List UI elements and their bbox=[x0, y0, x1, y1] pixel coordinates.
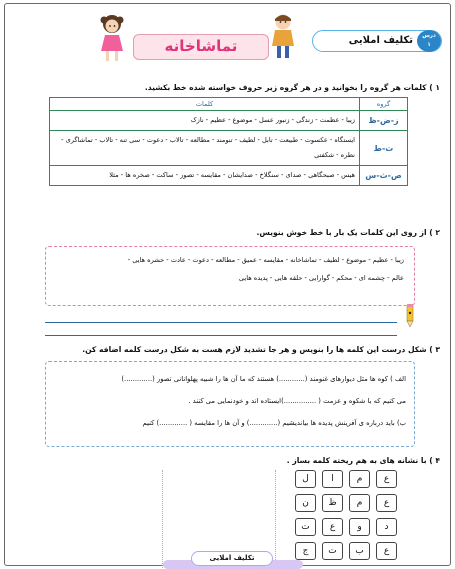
group-cell: ت-ط bbox=[360, 131, 408, 166]
worksheet-page bbox=[4, 3, 451, 566]
writing-line[interactable] bbox=[45, 335, 397, 336]
lesson-badge-number: ۱ bbox=[427, 42, 431, 48]
question-3: ۳ ) شکل درست این کلمه ها را بنویس و هر جا تشدید لازم هست به شکل درست کلمه اضافه کن. bbox=[82, 345, 440, 354]
letter-cell: ا bbox=[322, 470, 343, 488]
letter-cell: ظ bbox=[322, 494, 343, 512]
page-title: تماشاخانه bbox=[133, 34, 269, 60]
sentence-line: می کنیم که با شکوه و عزمت ( ...............)ایستاده اند و خودنمایی می کنند . bbox=[188, 397, 406, 405]
letter-cell: ت bbox=[322, 542, 343, 560]
words-table bbox=[49, 97, 408, 186]
letter-cell: د bbox=[376, 518, 397, 536]
letter-cell: ع bbox=[376, 494, 397, 512]
table-row bbox=[50, 166, 408, 186]
letter-cell: ت bbox=[295, 518, 316, 536]
group-column-header: گروه bbox=[360, 98, 408, 111]
letter-cell: ع bbox=[376, 542, 397, 560]
question-2: ۲ ) از روی این کلمات یک بار با خط خوش بنویس. bbox=[256, 228, 440, 237]
table-row bbox=[50, 131, 408, 166]
group-cell: ص-ث-س bbox=[360, 166, 408, 186]
words-column-header: کلمات bbox=[50, 98, 360, 111]
letter-cell: ع bbox=[376, 470, 397, 488]
letter-cell: ب bbox=[349, 542, 370, 560]
words-cell: هیس - صبحگاهی - صدای - سنگلاخ - صدایشان - مقایسه - تصور - ساکت - صخره ها - مثلا bbox=[50, 166, 360, 186]
sentence-line: الف ) کوه ها مثل دیوارهای غنومند (............) هستند که ما آن ها را شبیه پهلوانانی تصور (.............) bbox=[121, 375, 406, 383]
lesson-badge bbox=[417, 30, 441, 52]
letter-cell: ج bbox=[295, 542, 316, 560]
task-label bbox=[312, 30, 442, 52]
words-cell: ایستگاه - عکسوت - طبیعت - تابل - لطیف - تنومند - مطالعه - تالاب - دعوت - سی تنه - تالاب - تماشاگری - نطره - شکفتی bbox=[50, 131, 360, 166]
footer-label: تکلیف املایی bbox=[191, 551, 273, 566]
group-cell: ز-ض-ظ bbox=[360, 111, 408, 131]
question-4: ۴ ) با نشانه های به هم ریخته کلمه بساز . bbox=[286, 456, 440, 465]
footer bbox=[163, 548, 303, 569]
writing-line[interactable] bbox=[45, 322, 397, 323]
copy-words-line: زیبا - عظیم - موضوع - لطیف - تماشاخانه - مقایسه - عمیق - مطالعه - دعوت - عادت - حشره هایی - bbox=[127, 256, 404, 264]
header bbox=[5, 4, 450, 66]
pencil-icon bbox=[402, 304, 418, 328]
sentence-line: ب) باید درباره ی آفرینش پدیده ها بیاندیشیم (.............) و آن ها را مقایسه ( .............) کنیم bbox=[142, 419, 406, 427]
letter-cell: م bbox=[349, 494, 370, 512]
task-label-text: تکلیف املایی bbox=[348, 35, 413, 46]
table-header-row bbox=[50, 98, 408, 111]
question-1: ۱ ) کلمات هر گروه را بخوانید و در هر گروه زیر حروف خواسته شده خط بکشید. bbox=[144, 83, 440, 92]
letter-cell: ع bbox=[322, 518, 343, 536]
letter-cell: ن bbox=[295, 494, 316, 512]
table-row bbox=[50, 111, 408, 131]
sentences-box bbox=[45, 361, 415, 447]
copy-words-box bbox=[45, 246, 415, 306]
lesson-badge-label: درس bbox=[422, 33, 436, 39]
words-cell: زیبا - عظمت - زندگی - زنبور عسل - موضوع - عظیم - نازک bbox=[50, 111, 360, 131]
boy-illustration-icon bbox=[269, 12, 297, 60]
letter-cell: م bbox=[349, 470, 370, 488]
copy-words-line: عالم - چشمه ای - محکم - گوارایی - حلقه هایی - پدیده هایی bbox=[238, 274, 404, 282]
letter-cell: ل bbox=[295, 470, 316, 488]
letter-cell: و bbox=[349, 518, 370, 536]
girl-illustration-icon bbox=[97, 13, 127, 63]
